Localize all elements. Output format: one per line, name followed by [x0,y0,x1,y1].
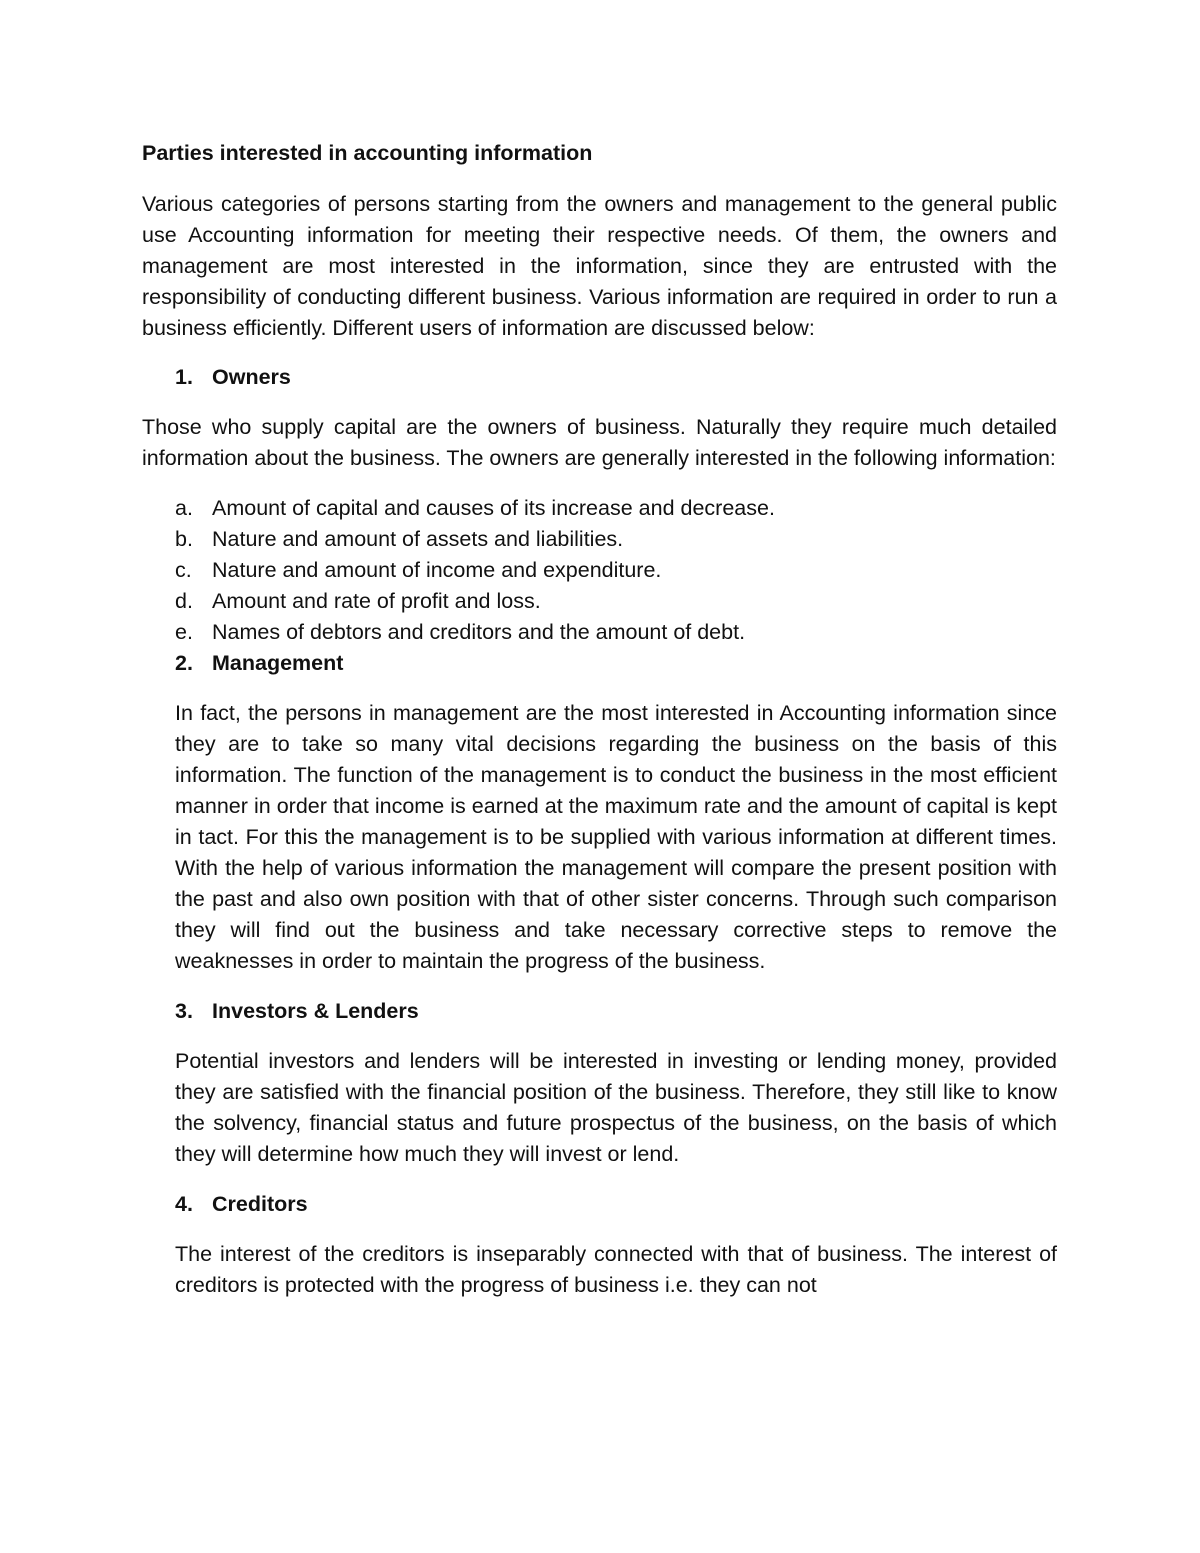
section-title: Investors & Lenders [212,999,419,1023]
list-item [175,493,1057,524]
list-item-text: Nature and amount of income and expenditure. [212,558,662,582]
list-item [175,555,1057,586]
section-number: 2. [175,651,193,675]
document-page [142,138,1057,1301]
intro-paragraph: Various categories of persons starting from the owners and management to the general public use Accounting information for meeting their respective needs. Of them, the owners and management are most interested in the information, since they are entrusted with the responsibility of conducting different business. Various information are required in order to run a business efficiently. Different users of information are discussed below: [142,192,1057,340]
section-number: 4. [175,1192,193,1216]
list-marker: e. [175,620,193,644]
section-number: 1. [175,365,193,389]
list-marker: c. [175,558,192,582]
list-marker: d. [175,589,193,613]
list-item-text: Amount of capital and causes of its increase and decrease. [212,496,775,520]
owners-info-list [175,493,1057,648]
list-item-text: Nature and amount of assets and liabilities. [212,527,624,551]
list-marker: b. [175,527,193,551]
document-title: Parties interested in accounting information [142,141,593,165]
section-heading-creditors [175,1189,1057,1220]
investors-lenders-paragraph: Potential investors and lenders will be interested in investing or lending money, provided they are satisfied with the financial position of the business. Therefore, they still like to know the solvency, financial status and future prospectus of the business, on the basis of which they will determine how much they will invest or lend. [175,1049,1057,1166]
section-number: 3. [175,999,193,1023]
list-item [175,586,1057,617]
management-paragraph: In fact, the persons in management are the most interested in Accounting information since they are to take so many vital decisions regarding the business on the basis of this information. The function of the management is to conduct the business in the most efficient manner in order that income is earned at the maximum rate and the amount of capital is kept in tact. For this the management is to be supplied with various information at different times. With the help of various information the management will compare the present position with the past and also own position with that of other sister concerns. Through such comparison they will find out the business and take necessary corrective steps to remove the weaknesses in order to maintain the progress of the business. [175,701,1057,973]
list-item [175,524,1057,555]
list-item-text: Amount and rate of profit and loss. [212,589,541,613]
section-heading-owners [175,362,1057,393]
owners-paragraph: Those who supply capital are the owners of business. Naturally they require much detailed information about the business. The owners are generally interested in the following information: [142,415,1057,470]
section-title: Owners [212,365,291,389]
section-heading-investors-lenders [175,996,1057,1027]
list-item-text: Names of debtors and creditors and the amount of debt. [212,620,746,644]
section-title: Management [212,651,344,675]
section-heading-management [175,648,1057,679]
list-item [175,617,1057,648]
section-title: Creditors [212,1192,308,1216]
creditors-paragraph: The interest of the creditors is inseparably connected with that of business. The interest of creditors is protected with the progress of business i.e. they can not [175,1242,1057,1297]
list-marker: a. [175,496,193,520]
